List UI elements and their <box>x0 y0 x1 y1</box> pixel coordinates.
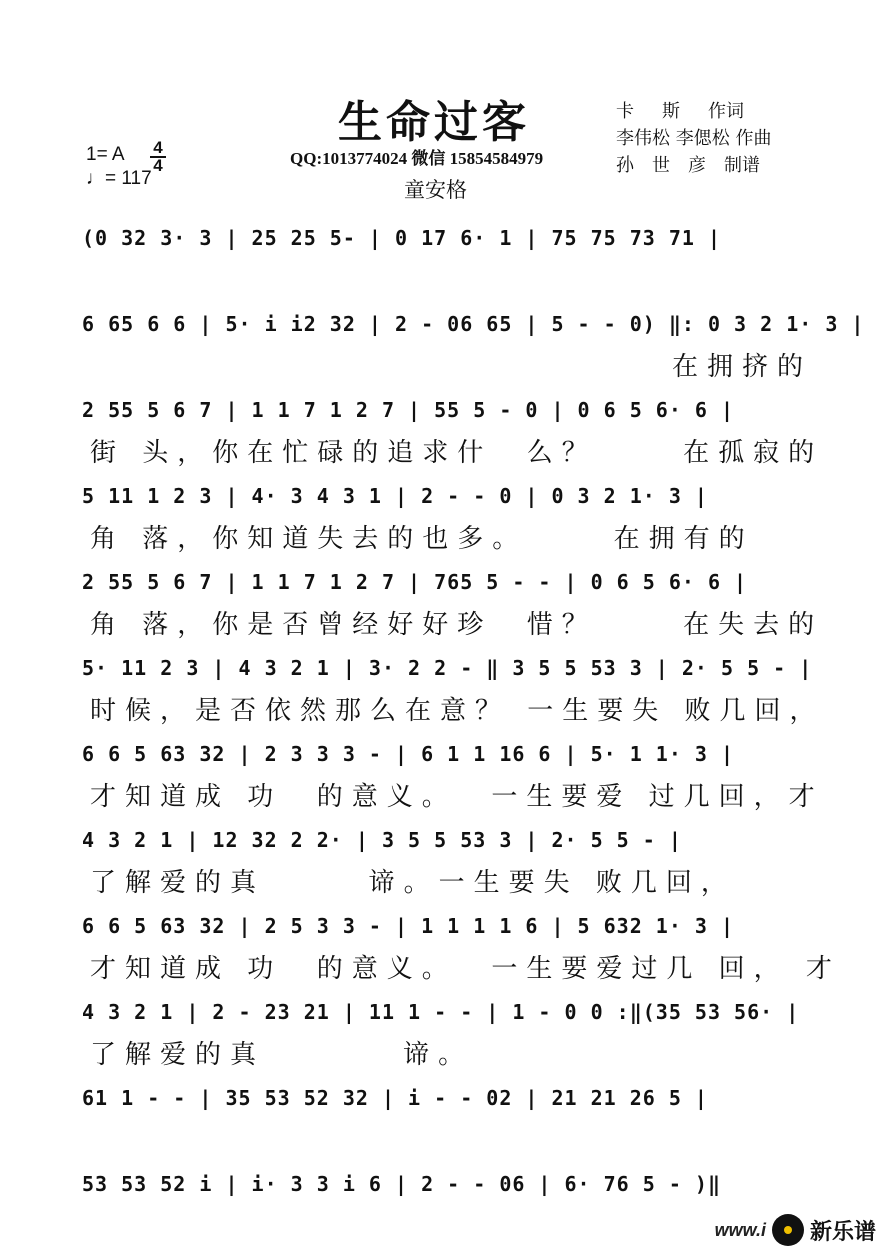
credit-score-role: 制谱 <box>724 155 760 176</box>
credit-music-name: 李伟松 李偲松 <box>616 128 730 149</box>
lyric-row-3: 街 头，你在忙碌的追求什 么？ 在孤寂的 <box>90 438 824 468</box>
meter-bottom: 4 <box>153 156 163 175</box>
notation-row-1: (0 32 3· 3 | 25 25 5- | 0 17 6· 1 | 75 75 73 71 | <box>82 226 722 250</box>
meter-top: 4 <box>150 140 166 158</box>
footer-logo <box>715 1214 876 1246</box>
notation-row-3: 2 55 5 6 7 | 1 1 7 1 2 7 | 55 5 - 0 | 0 6 5 6· 6 | <box>82 398 735 422</box>
credit-lyrics-role: 作词 <box>708 101 744 122</box>
lyric-row-7: 才知道成 功 的意义。 一生要爱 过几回，才 <box>90 782 824 812</box>
page-title: 生命过客 <box>338 97 530 148</box>
notation-row-9: 6 6 5 63 32 | 2 5 3 3 - | 1 1 1 1 6 | 5 632 1· 3 | <box>82 914 735 938</box>
notation-row-6: 5· 11 2 3 | 4 3 2 1 | 3· 2 2 - ‖ 3 5 5 53 3 | 2· 5 5 - | <box>82 656 813 680</box>
lyric-row-8: 了解爱的真 谛。一生要失 败几回， <box>90 868 736 898</box>
footer-url: www.i <box>714 1219 766 1240</box>
notation-row-12: 53 53 52 i | i· 3 3 i 6 | 2 - - 06 | 6· 76 5 - )‖ <box>82 1172 722 1196</box>
lyric-row-10: 了解爱的真 谛。 <box>90 1040 474 1070</box>
tempo-marking: ♩= 117 <box>86 168 152 189</box>
lyric-row-9: 才知道成 功 的意义。 一生要爱过几 回， 才 <box>90 954 841 984</box>
credit-lyrics <box>616 98 771 125</box>
time-signature <box>150 140 166 174</box>
lyric-row-5: 角 落，你是否曾经好好珍 惜？ 在失去的 <box>90 610 824 640</box>
credit-lyrics-name: 卡斯 <box>616 101 708 122</box>
credit-music-role: 作曲 <box>735 128 772 149</box>
credit-score <box>616 152 771 179</box>
vinyl-disc-icon <box>772 1214 804 1246</box>
key-signature: 1= A <box>86 144 125 165</box>
lyric-row-6: 时候，是否依然那么在意？ 一生要失 败几回， <box>90 696 825 726</box>
lyric-row-2: 在拥挤的 <box>672 352 813 382</box>
contact-info: QQ:1013774024 微信 15854584979 <box>290 149 544 168</box>
footer-brand: 新乐谱 <box>809 1219 876 1245</box>
notation-row-11: 61 1 - - | 35 53 52 32 | i - - 02 | 21 21 26 5 | <box>82 1086 708 1110</box>
lyric-row-4: 角 落，你知道失去的也多。 在拥有的 <box>90 524 754 554</box>
credits <box>616 98 771 179</box>
notation-row-2: 6 65 6 6 | 5· i i2 32 | 2 - 06 65 | 5 - - 0) ‖: 0 3 2 1· 3 | <box>82 312 865 336</box>
credit-score-name: 孙世彦 <box>616 155 724 176</box>
notation-row-4: 5 11 1 2 3 | 4· 3 4 3 1 | 2 - - 0 | 0 3 2 1· 3 | <box>82 484 708 508</box>
singer-name: 童安格 <box>404 178 467 202</box>
notation-row-5: 2 55 5 6 7 | 1 1 7 1 2 7 | 765 5 - - | 0 6 5 6· 6 | <box>82 570 748 594</box>
notation-row-8: 4 3 2 1 | 12 32 2 2· | 3 5 5 53 3 | 2· 5 5 - | <box>82 828 682 852</box>
notation-row-7: 6 6 5 63 32 | 2 3 3 3 - | 6 1 1 16 6 | 5· 1 1· 3 | <box>82 742 735 766</box>
notation-row-10: 4 3 2 1 | 2 - 23 21 | 11 1 - - | 1 - 0 0 :‖(35 53 56· | <box>82 1000 800 1024</box>
credit-music <box>616 125 771 152</box>
